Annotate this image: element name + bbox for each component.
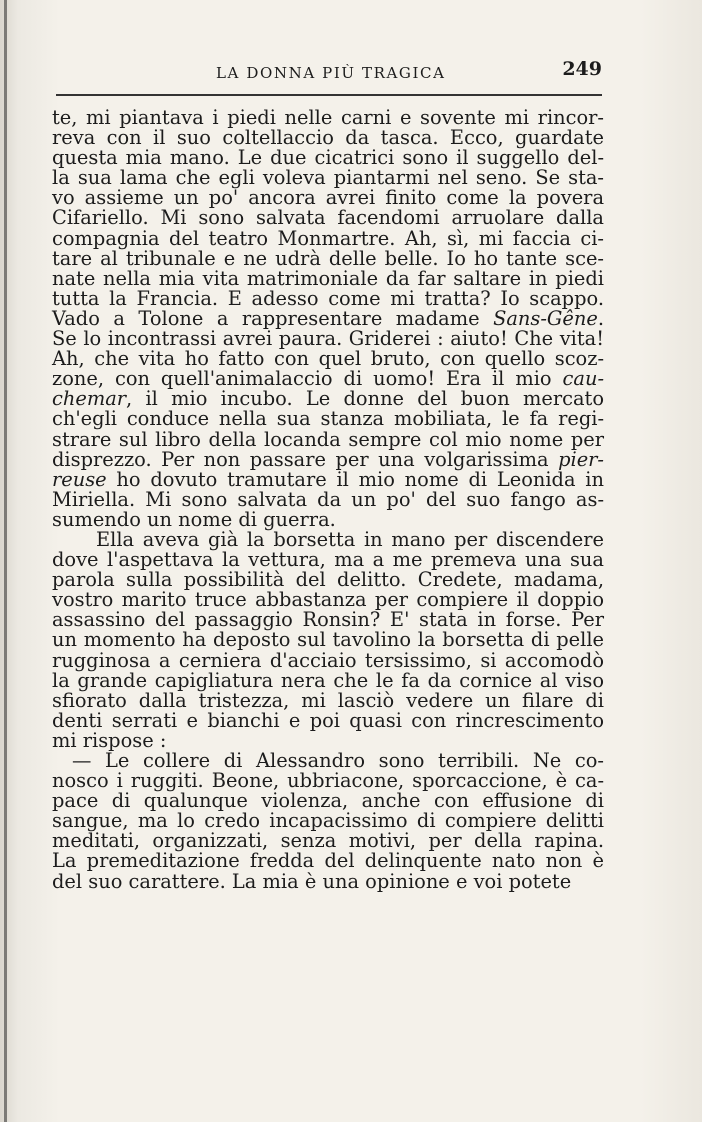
text-line [52,668,604,692]
text-segment: Ah, che vita ho fatto con quel bruto, con quello scoz- [52,347,604,371]
text-segment: sangue, ma lo credo incapacissimo di compiere delitti [52,809,604,833]
text-segment: nate nella mia vita matrimoniale da far saltare in piedi [52,266,604,290]
text-segment: strare sul libro della locanda sempre col mio nome per [52,427,604,451]
text-line [52,389,604,409]
text-segment: Cifariello. Mi sono salvata facendomi arruolare dalla [52,206,604,230]
text-segment: Miriella. Mi sono salvata da un po' del suo fango as- [52,487,604,511]
text-line [52,751,604,771]
text-segment: sfiorato dalla tristezza, mi lasciò vedere un filare di [52,688,604,712]
italic-segment: reuse [52,467,107,491]
text-segment: — Le collere di Alessandro sono terribili. Ne co- [72,749,604,772]
text-line [52,266,604,290]
text-line [52,208,604,228]
page-number: 249 [562,58,602,80]
text-line [52,409,604,429]
text-line [52,771,604,791]
text-line [52,329,604,349]
text-line [52,246,604,270]
text-segment: , il mio incubo. Le donne del buon mercato [126,387,604,411]
text-line [52,306,604,330]
text-segment: dove l'aspettava la vettura, ma a me premeva una sua [52,548,604,572]
text-line [52,467,604,491]
text-segment: denti serrati e bianchi e poi quasi con rincrescimento [52,708,604,732]
italic-segment: Sans-Gêne [493,306,598,330]
text-segment: vo assieme un po' ancora avrei finito come la povera [52,186,604,210]
text-line [52,447,604,471]
text-segment: tutta la Francia. E adesso come mi tratta? Io scappo. [52,286,604,310]
text-segment: vostro marito truce abbastanza per compiere il doppio [52,588,604,612]
italic-segment: pier- [558,447,604,471]
text-segment: ch'egli conduce nella sua stanza mobiliata, le fa regi- [52,407,604,431]
text-segment: questa mia mano. Le due cicatrici sono il suggello del- [52,146,604,170]
text-line [52,550,604,570]
text-line [52,527,604,551]
text-segment: assassino del passaggio Ronsin? E' stata in forse. Per [52,608,604,632]
text-line [52,791,604,811]
text-line [52,728,604,752]
running-title: LA DONNA PIÙ TRAGICA [216,64,446,82]
text-line [52,148,604,168]
text-line [52,708,604,732]
text-segment: la grande capigliatura nera che le fa da cornice al viso [52,668,604,692]
text-segment: la sua lama che egli voleva piantarmi nel seno. Se sta- [52,166,604,190]
text-line [52,869,604,893]
text-line [52,630,604,650]
text-segment: sumendo un nome di guerra. [52,507,336,531]
page-header [56,58,602,88]
text-segment: zone, con quell'animalaccio di uomo! Era il mio [52,367,563,391]
text-line [52,811,604,831]
text-segment: ho dovuto tramutare il mio nome di Leonida in [106,467,604,491]
text-segment: Se lo incontrassi avrei paura. Griderei : aiuto! Che vita! [52,327,604,351]
text-line [52,349,604,369]
text-segment: parola sulla possibilità del delitto. Credete, madama, [52,568,604,592]
text-line [52,168,604,188]
text-segment: mi rispose : [52,728,167,752]
text-segment: meditati, organizzati, senza motivi, per della rapina. [52,829,604,853]
body-text [52,108,604,892]
text-line [52,590,604,610]
text-line [52,369,604,389]
text-segment: te, mi piantava i piedi nelle carni e sovente mi rincor- [52,106,604,129]
text-line [52,688,604,712]
text-segment: Ella aveva già la borsetta in mano per discendere [96,527,604,551]
text-segment: . [597,306,604,330]
text-segment: La premeditazione fredda del delinquente nato non è [52,849,604,873]
text-line [52,108,604,128]
page-binding-edge [4,0,7,1122]
text-segment: reva con il suo coltellaccio da tasca. Ecco, guardate [52,126,604,150]
text-line [52,507,604,531]
header-rule [56,94,602,96]
text-line [52,851,604,871]
text-line [52,188,604,208]
text-segment: disprezzo. Per non passare per una volgarissima [52,447,559,471]
text-line [52,286,604,310]
text-segment: un momento ha deposto sul tavolino la borsetta di pelle [52,628,604,652]
italic-segment: cau- [562,367,604,391]
text-line [52,831,604,851]
text-line [52,570,604,590]
text-line [52,427,604,451]
text-line [52,610,604,630]
text-segment: del suo carattere. La mia è una opinione e voi potete [52,869,572,893]
text-line [52,128,604,148]
text-segment: nosco i ruggiti. Beone, ubbriacone, sporcaccione, è ca- [52,769,604,793]
text-segment: pace di qualunque violenza, anche con effusione di [52,789,604,813]
text-segment: rugginosa a cerniera d'acciaio tersissimo, si accomodò [52,648,604,672]
text-segment: tare al tribunale e ne udrà delle belle. Io ho tante sce- [52,246,604,270]
text-segment: compagnia del teatro Monmartre. Ah, sì, mi faccia ci- [52,226,604,250]
text-line [52,648,604,672]
text-segment: Vado a Tolone a rappresentare madame [52,306,494,330]
text-line [52,226,604,250]
text-line [52,487,604,511]
italic-segment: chemar [52,387,127,411]
